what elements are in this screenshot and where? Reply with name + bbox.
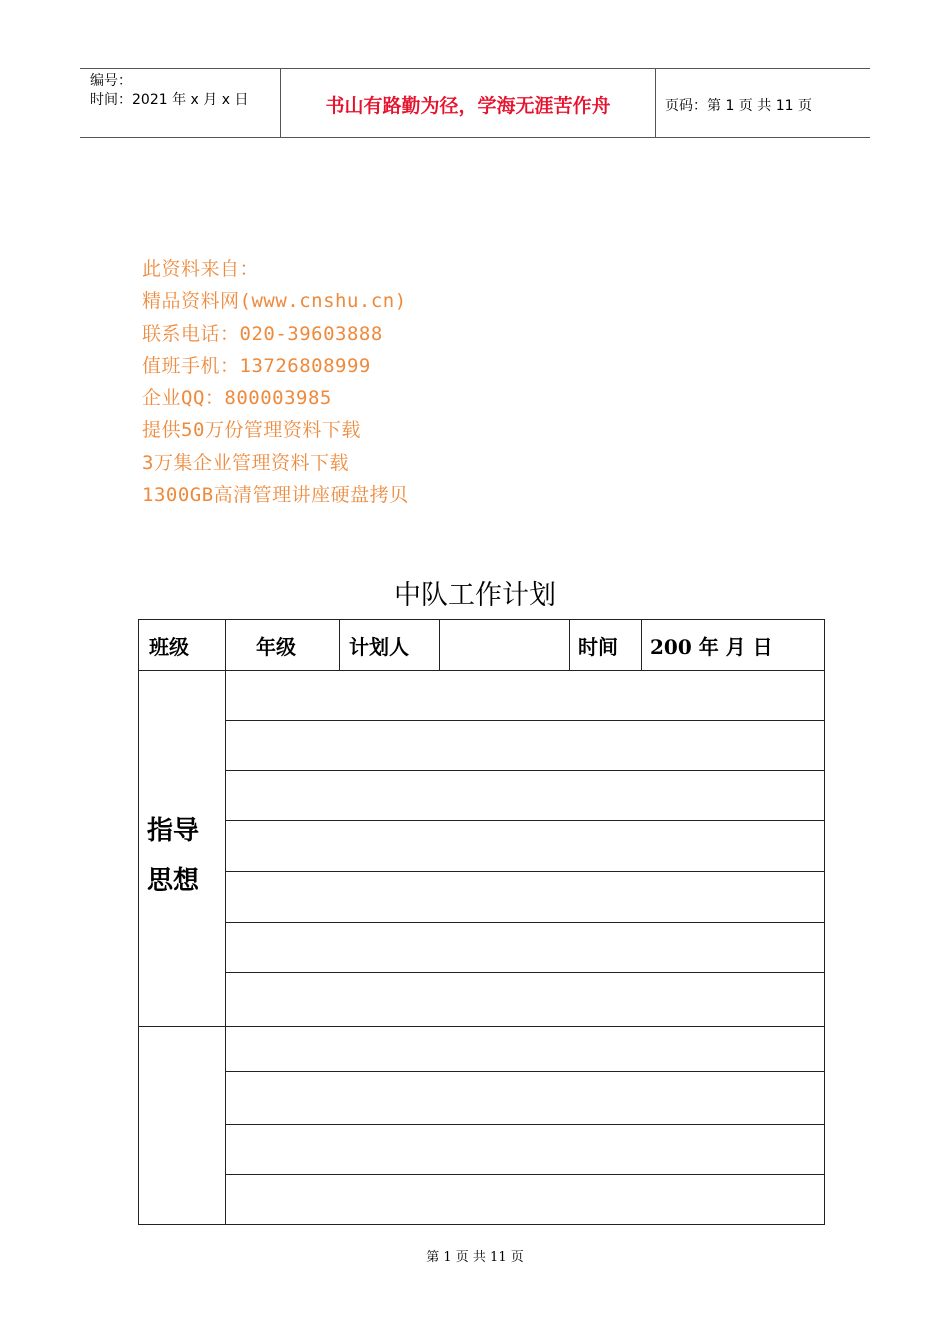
info-line: 此资料来自： xyxy=(142,258,260,280)
info-line: 3万集企业管理资料下载 xyxy=(142,451,349,474)
table-row-line xyxy=(225,770,824,771)
table-row-line xyxy=(225,820,824,821)
guiding-thought-label-line2: 思想 xyxy=(147,866,200,896)
guiding-thought-label xyxy=(147,806,217,906)
guiding-thought-label-line1: 指导 xyxy=(147,816,200,846)
page-header xyxy=(80,68,870,138)
table-row-line xyxy=(225,922,824,923)
info-line: 联系电话：020-39603888 xyxy=(142,322,383,345)
table-divider xyxy=(439,620,440,670)
class-label: 班级 xyxy=(149,635,189,659)
header-right-cell xyxy=(655,69,870,137)
table-divider xyxy=(225,620,226,670)
info-line: 提供50万份管理资料下载 xyxy=(142,419,361,442)
source-info-block xyxy=(142,253,409,511)
table-row-line xyxy=(225,1124,824,1125)
info-line: 1300GB高清管理讲座硬盘拷贝 xyxy=(142,484,409,507)
time-label: 时间 xyxy=(578,635,618,659)
table-divider xyxy=(641,620,642,670)
grade-label: 年级 xyxy=(256,635,296,659)
table-divider xyxy=(225,670,226,1225)
info-line: 精品资料网(www.cnshu.cn) xyxy=(142,290,407,313)
table-row-line xyxy=(225,871,824,872)
document-number-label: 编号： xyxy=(90,73,132,89)
document-date: 时间：2021 年 x 月 x 日 xyxy=(90,92,249,108)
plan-table xyxy=(138,619,825,1225)
planner-label: 计划人 xyxy=(349,635,409,659)
table-divider xyxy=(569,620,570,670)
document-title: 中队工作计划 xyxy=(394,580,556,611)
table-row-line xyxy=(225,1174,824,1175)
header-left-cell xyxy=(80,69,280,137)
header-motto-cell xyxy=(280,69,656,137)
info-line: 值班手机：13726808999 xyxy=(142,354,371,377)
header-motto: 书山有路勤为径，学海无涯苦作舟 xyxy=(325,95,611,117)
header-page-code: 页码：第 1 页 共 11 页 xyxy=(665,98,812,114)
page-footer: 第 1 页 共 11 页 xyxy=(426,1250,524,1265)
date-value: 200 年 月 日 xyxy=(650,635,773,659)
table-row-line xyxy=(225,1071,824,1072)
table-section-line xyxy=(139,1026,824,1027)
table-row-line xyxy=(225,972,824,973)
table-row-line xyxy=(225,720,824,721)
info-line: 企业QQ：800003985 xyxy=(142,387,332,410)
table-divider xyxy=(139,670,824,671)
table-divider xyxy=(339,620,340,670)
